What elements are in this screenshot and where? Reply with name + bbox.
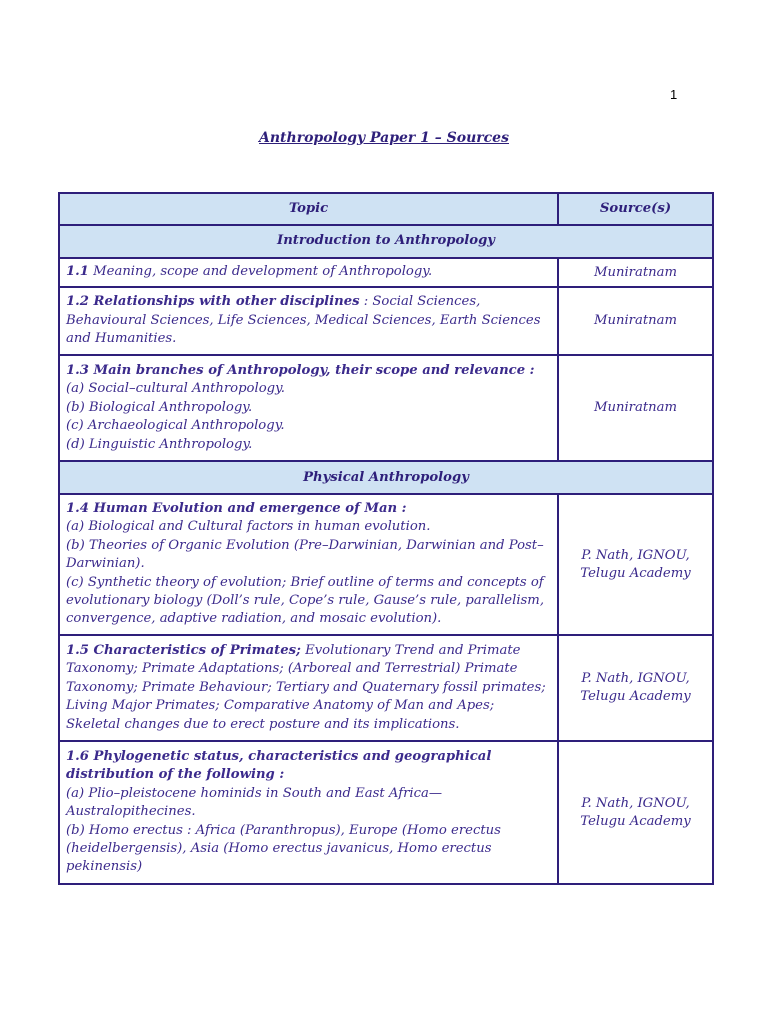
- topic-text: Evolutionary Trend and Primate Taxonomy; Primate Adaptations; (Arboreal and Terrestrial) Primate Taxonomy; Primate Behaviour; Tertiary and Quaternary fossil primates; Living Major Primates; Comparative Anatomy of Man and Apes; Skeletal changes due to erect posture and its implications.: [66, 642, 546, 732]
- topic-cell: [59, 258, 558, 287]
- topic-cell: [59, 355, 558, 461]
- topic-heading: 1.5 Characteristics of Primates;: [66, 642, 301, 658]
- source-cell: Muniratnam: [558, 258, 713, 287]
- table-body: [59, 225, 713, 884]
- topic-subitem: (b) Homo erectus : Africa (Paranthropus), Europe (Homo erectus (heidelbergensis), Asia (Homo erectus javanicus, Homo erectus pekinensis): [66, 822, 501, 875]
- source-cell: P. Nath, IGNOU, Telugu Academy: [558, 635, 713, 741]
- topic-text: : Social Sciences, Behavioural Sciences, Life Sciences, Medical Sciences, Earth Sciences and Humanities.: [66, 294, 541, 347]
- topic-heading: 1.2 Relationships with other disciplines: [66, 294, 360, 310]
- topic-subitem: (a) Plio–pleistocene hominids in South and East Africa—Australopithecines.: [66, 785, 443, 820]
- table-row: [59, 258, 713, 287]
- topic-subitem: (a) Biological and Cultural factors in human evolution.: [66, 519, 431, 535]
- table-row: [59, 287, 713, 355]
- topic-cell: [59, 494, 558, 635]
- topic-cell: [59, 741, 558, 884]
- source-cell: Muniratnam: [558, 287, 713, 355]
- section-header-row: [59, 461, 713, 494]
- sources-table: [58, 192, 714, 885]
- table-row: [59, 741, 713, 884]
- topic-heading: 1.3 Main branches of Anthropology, their scope and relevance :: [66, 362, 535, 378]
- source-cell: P. Nath, IGNOU, Telugu Academy: [558, 741, 713, 884]
- topic-heading: 1.1: [66, 264, 89, 279]
- topic-cell: [59, 635, 558, 741]
- table-row: [59, 494, 713, 635]
- topic-subitem: (b) Biological Anthropology.: [66, 399, 253, 415]
- page-number: 1: [670, 87, 678, 102]
- section-title: Physical Anthropology: [59, 461, 713, 494]
- document-title: Anthropology Paper 1 – Sources: [259, 130, 509, 146]
- topic-subitem: (d) Linguistic Anthropology.: [66, 436, 253, 452]
- section-title: Introduction to Anthropology: [59, 225, 713, 258]
- table-row: [59, 635, 713, 741]
- topic-subitem: (b) Theories of Organic Evolution (Pre–Darwinian, Darwinian and Post–Darwinian).: [66, 537, 544, 572]
- topic-heading: 1.6 Phylogenetic status, characteristics and geographical distribution of the following :: [66, 748, 492, 783]
- source-cell: P. Nath, IGNOU, Telugu Academy: [558, 494, 713, 635]
- topic-heading: 1.4 Human Evolution and emergence of Man :: [66, 500, 407, 516]
- table-row: [59, 355, 713, 461]
- topic-cell: [59, 287, 558, 355]
- source-cell: Muniratnam: [558, 355, 713, 461]
- table-header-row: [59, 193, 713, 225]
- topic-subitem: (c) Synthetic theory of evolution; Brief outline of terms and concepts of evolutionary biology (Doll’s rule, Cope’s rule, Gause’s rule, parallelism, convergence, adaptive radiation, and mosaic evolution).: [66, 574, 545, 627]
- topic-text: Meaning, scope and development of Anthropology.: [88, 264, 433, 279]
- topic-subitem: (c) Archaeological Anthropology.: [66, 418, 285, 434]
- topic-subitem: (a) Social–cultural Anthropology.: [66, 381, 285, 397]
- section-header-row: [59, 225, 713, 258]
- sources-column-header: Source(s): [558, 193, 713, 225]
- topic-column-header: Topic: [59, 193, 558, 225]
